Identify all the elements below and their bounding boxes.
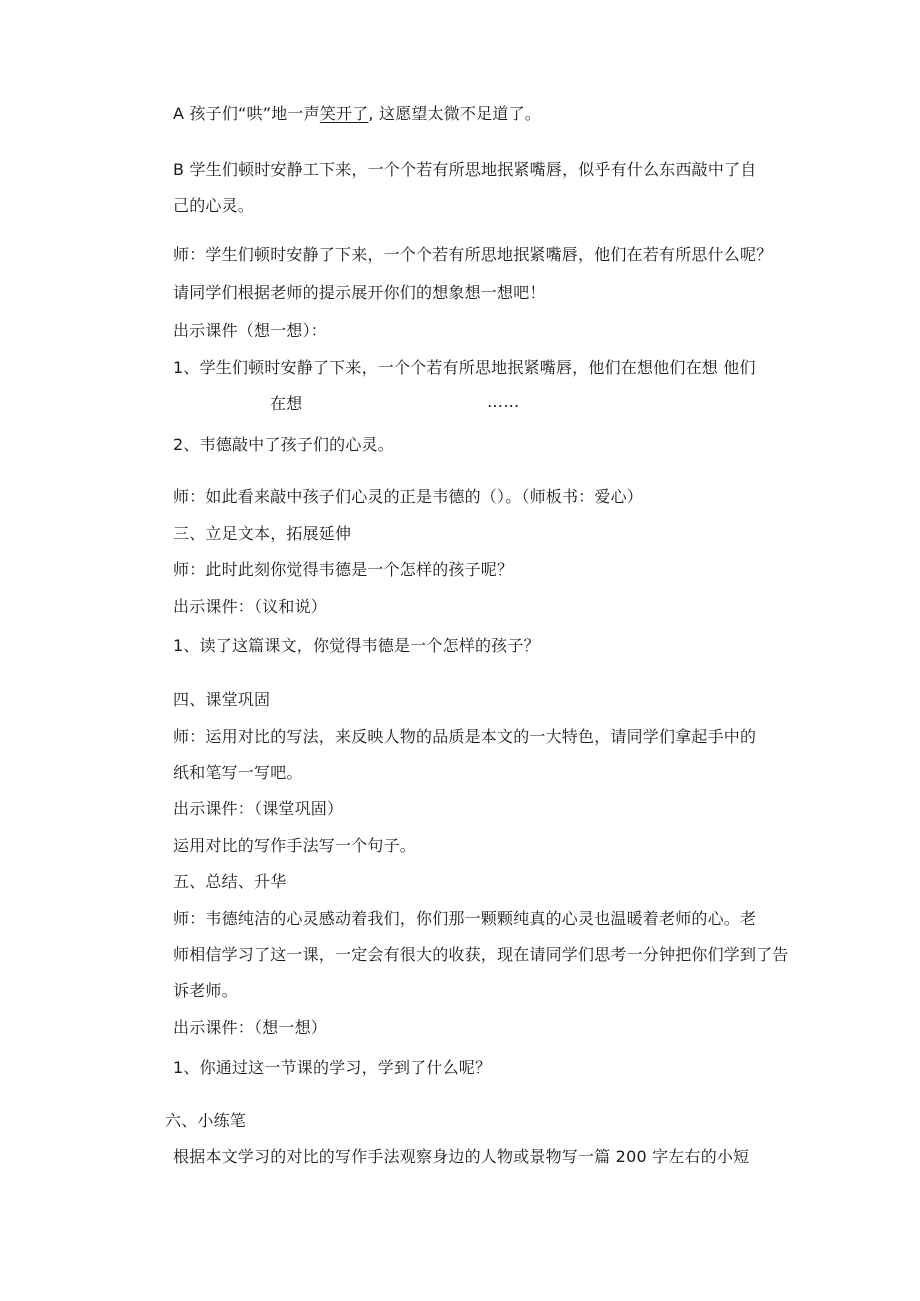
section-heading: 四、课堂巩固 bbox=[173, 690, 271, 709]
option-a-text-after: , 这愿望太微不足道了。 bbox=[368, 104, 541, 123]
teacher-line: 师：此时此刻你觉得韦德是一个怎样的孩子呢？ bbox=[173, 560, 514, 579]
teacher-line: 师：如此看来敲中孩子们心灵的正是韦德的（）。（师板书：爱心） bbox=[173, 487, 644, 506]
option-b-line-continued: 己的心灵。 bbox=[173, 196, 255, 215]
list-item: 1、学生们顿时安静了下来，一个个若有所思地抿紧嘴唇，他们在想他们在想 他们 bbox=[173, 358, 756, 377]
ellipsis: …… bbox=[487, 392, 520, 411]
courseware-label: 出示课件：（想一想） bbox=[173, 1018, 328, 1037]
teacher-line: 师：运用对比的写法，来反映人物的品质是本文的一大特色，请同学们拿起手中的 bbox=[173, 727, 757, 746]
option-a-line bbox=[173, 103, 541, 125]
courseware-label: 出示课件：（课堂巩固） bbox=[173, 799, 344, 818]
teacher-line-continued: 师相信学习了这一课，一定会有很大的收获，现在请同学们思考一分钟把你们学到了告 bbox=[173, 945, 789, 964]
section-heading: 三、立足文本，拓展延伸 bbox=[173, 524, 352, 543]
courseware-label: 出示课件：（议和说） bbox=[173, 597, 328, 616]
body-line: 请同学们根据老师的提示展开你们的想象想一想吧！ bbox=[173, 283, 546, 302]
teacher-line: 师：学生们顿时安静了下来，一个个若有所思地抿紧嘴唇，他们在若有所思什么呢？ bbox=[173, 245, 773, 264]
section-heading: 五、总结、升华 bbox=[173, 872, 287, 891]
teacher-line-continued: 纸和笔写一写吧。 bbox=[173, 763, 303, 782]
list-item: 1、读了这篇课文，你觉得韦德是一个怎样的孩子？ bbox=[173, 636, 540, 655]
body-line: 运用对比的写作手法写一个句子。 bbox=[173, 836, 417, 855]
body-line: 根据本文学习的对比的写作手法观察身边的人物或景物写一篇 200 字左右的小短 bbox=[173, 1147, 750, 1166]
list-item-continued: 在想 bbox=[270, 394, 303, 413]
option-a-text-before: A 孩子们“哄”地一声 bbox=[173, 104, 320, 123]
option-b-line: B 学生们顿时安静工下来，一个个若有所思地抿紧嘴唇，似乎有什么东西敲中了自 bbox=[173, 160, 757, 179]
teacher-line-continued: 诉老师。 bbox=[173, 981, 238, 1000]
option-a-underlined-text: 笑开了 bbox=[319, 104, 369, 123]
section-heading: 六、小练笔 bbox=[165, 1111, 247, 1130]
list-item: 2、韦德敲中了孩子们的心灵。 bbox=[173, 435, 394, 454]
teacher-line: 师：韦德纯洁的心灵感动着我们，你们那一颗颗纯真的心灵也温暖着老师的心。老 bbox=[173, 909, 757, 928]
list-item: 1、你通过这一节课的学习，学到了什么呢？ bbox=[173, 1058, 492, 1077]
courseware-label: 出示课件（想一想）： bbox=[173, 321, 328, 340]
